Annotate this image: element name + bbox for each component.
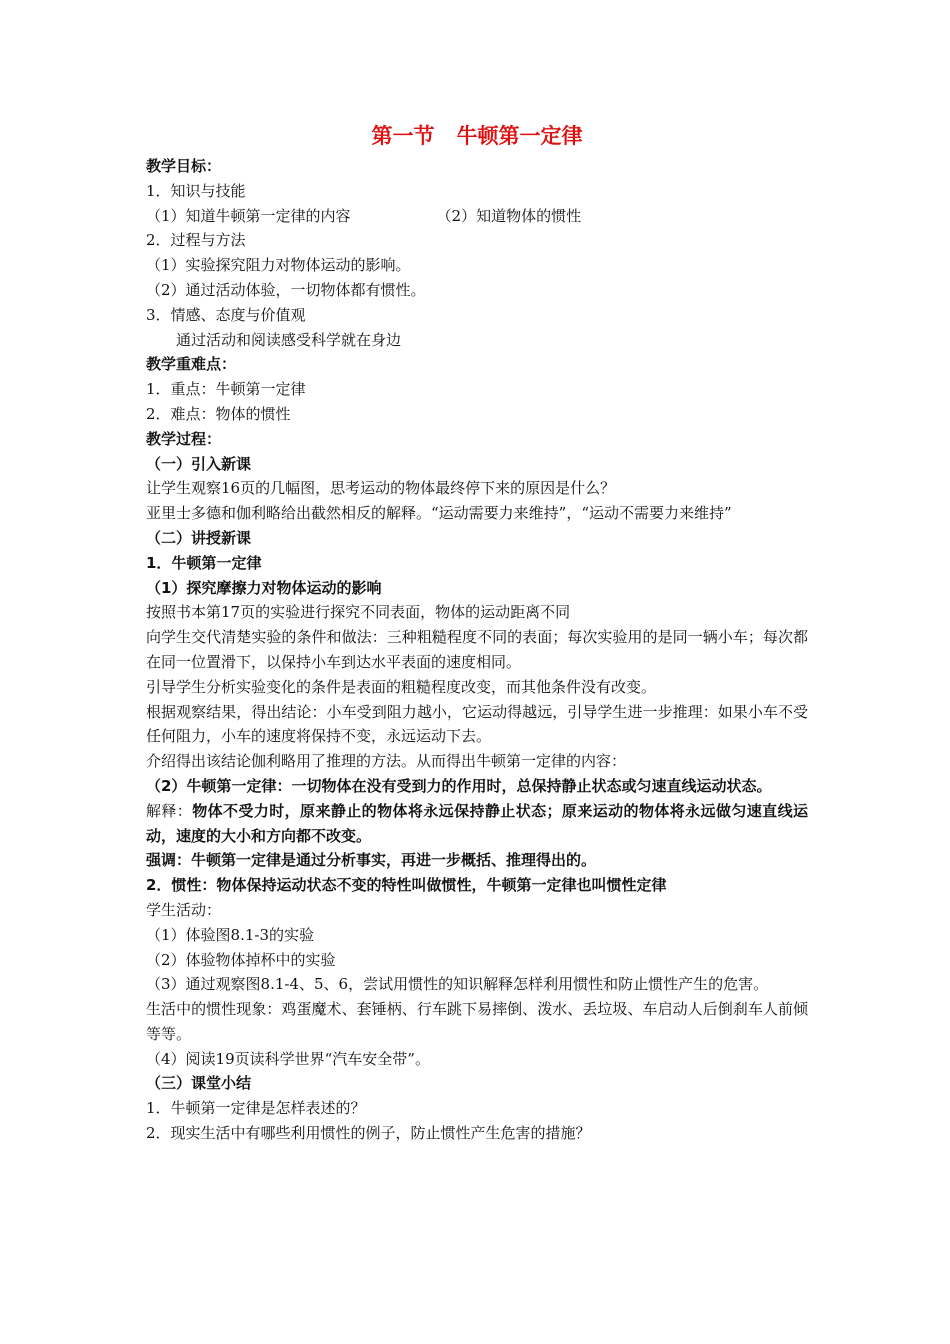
line-text: 按照书本第17页的实验进行探究不同表面，物体的运动距离不同 <box>146 603 571 622</box>
line-p2-1g <box>146 774 808 799</box>
line-text: 2．现实生活中有哪些利用惯性的例子，防止惯性产生危害的措施？ <box>146 1124 591 1143</box>
line-g2 <box>146 228 808 253</box>
line-p2-2f <box>146 1047 808 1072</box>
line-text: 生活中的惯性现象：鸡蛋魔术、套锤柄、行车跳下易摔倒、泼水、丢垃圾、车启动人后倒刹车人前倾等等。 <box>146 1000 808 1043</box>
line-text: （一）引入新课 <box>146 454 252 473</box>
line-p2-2a <box>146 898 808 923</box>
line-p2-1a <box>146 576 808 601</box>
document-page <box>146 118 808 1146</box>
line-g3a <box>146 328 808 353</box>
line-p3a <box>146 1096 808 1121</box>
line-text: 介绍得出该结论伽利略用了推理的方法。从而得出牛顿第一定律的内容： <box>146 752 627 771</box>
line-g1 <box>146 179 808 204</box>
line-p2-2 <box>146 873 808 898</box>
line-text: （1）知道牛顿第一定律的内容 <box>146 206 351 225</box>
line-text: 根据观察结果，得出结论：小车受到阻力越小，它运动得越远，引导学生进一步推理：如果小车不受任何阻力，小车的速度将保持不变，永远运动下去。 <box>146 702 808 746</box>
line-text: （三）课堂小结 <box>146 1074 252 1093</box>
line-text: 物体不受力时，原来静止的物体将永远保持静止状态；原来运动的物体将永远做匀速直线运动，速度的大小和方向都不改变。 <box>146 801 808 845</box>
line-h-goal <box>146 154 808 179</box>
line-p1b <box>146 501 808 526</box>
line-p2-2c <box>146 948 808 973</box>
line-text: （二）讲授新课 <box>146 528 252 547</box>
line-text: （2）体验物体掉杯中的实验 <box>146 950 336 969</box>
line-text: 向学生交代清楚实验的条件和做法：三种粗糙程度不同的表面；每次实验用的是同一辆小车；每次都在同一位置滑下，以保持小车到达水平表面的速度相同。 <box>146 628 808 671</box>
line-text: （3）通过观察图8.1-4、5、6，尝试用惯性的知识解释怎样利用惯性和防止惯性产生的危害。 <box>146 975 769 994</box>
line-text: 1．牛顿第一定律 <box>146 553 262 572</box>
line-p2-1h <box>146 799 808 849</box>
line-text: 2．过程与方法 <box>146 231 246 250</box>
line-text: （1）实验探究阻力对物体运动的影响。 <box>146 256 411 275</box>
line-text: 强调：牛顿第一定律是通过分析事实，再进一步概括、推理得出的。 <box>146 851 597 870</box>
page-title <box>146 118 808 154</box>
line-text: 2．惯性：物体保持运动状态不变的特性叫做惯性，牛顿第一定律也叫惯性定律 <box>146 876 667 895</box>
line-p2-1i <box>146 848 808 873</box>
line-text-2: （2）知道物体的惯性 <box>436 206 582 225</box>
line-g3 <box>146 303 808 328</box>
line-p3b <box>146 1121 808 1146</box>
line-p2-2e <box>146 997 808 1047</box>
line-p2-1c <box>146 625 808 675</box>
line-g2a <box>146 253 808 278</box>
title-topic: 牛顿第一定律 <box>456 124 583 148</box>
line-text: 引导学生分析实验变化的条件是表面的粗糙程度改变，而其他条件没有改变。 <box>146 677 657 696</box>
line-p2-1f <box>146 749 808 774</box>
line-text: （2）通过活动体验，一切物体都有惯性。 <box>146 280 426 299</box>
line-text: 1．牛顿第一定律是怎样表述的？ <box>146 1099 366 1118</box>
line-text: （4）阅读19页读科学世界“汽车安全带”。 <box>146 1049 430 1068</box>
line-text: （2）牛顿第一定律：一切物体在没有受到力的作用时，总保持静止状态或匀速直线运动状态。 <box>146 776 772 795</box>
line-p2-2b <box>146 923 808 948</box>
line-p1 <box>146 452 808 477</box>
line-g1a <box>146 204 808 229</box>
line-text: 1．重点：牛顿第一定律 <box>146 380 306 399</box>
line-text: 学生活动： <box>146 900 222 919</box>
line-h-proc <box>146 427 808 452</box>
line-text: 教学目标： <box>146 157 222 175</box>
line-p1a <box>146 476 808 501</box>
line-g2b <box>146 278 808 303</box>
line-p2-1e <box>146 700 808 750</box>
line-text: 2．难点：物体的惯性 <box>146 404 291 423</box>
line-text: 教学重难点： <box>146 355 237 374</box>
line-p2-1b <box>146 600 808 625</box>
line-p2-1d <box>146 675 808 700</box>
line-text: 亚里士多德和伽利略给出截然相反的解释。“运动需要力来维持”，“运动不需要力来维持” <box>146 504 732 523</box>
line-k2 <box>146 402 808 427</box>
line-prefix: 解释： <box>146 801 193 820</box>
line-p2 <box>146 526 808 551</box>
line-h-key <box>146 352 808 377</box>
line-text: （1）探究摩擦力对物体运动的影响 <box>146 578 382 597</box>
line-text: （1）体验图8.1-3的实验 <box>146 925 315 944</box>
line-p2-1 <box>146 551 808 576</box>
line-text: 3．情感、态度与价值观 <box>146 305 306 324</box>
line-p3 <box>146 1071 808 1096</box>
line-text: 让学生观察16页的几幅图，思考运动的物体最终停下来的原因是什么？ <box>146 479 616 498</box>
line-text: 1．知识与技能 <box>146 181 246 200</box>
line-p2-2d <box>146 972 808 997</box>
line-text: 通过活动和阅读感受科学就在身边 <box>176 330 402 349</box>
line-k1 <box>146 377 808 402</box>
title-section: 第一节 <box>371 124 435 148</box>
document-body <box>146 154 808 1146</box>
line-text: 教学过程： <box>146 429 222 448</box>
